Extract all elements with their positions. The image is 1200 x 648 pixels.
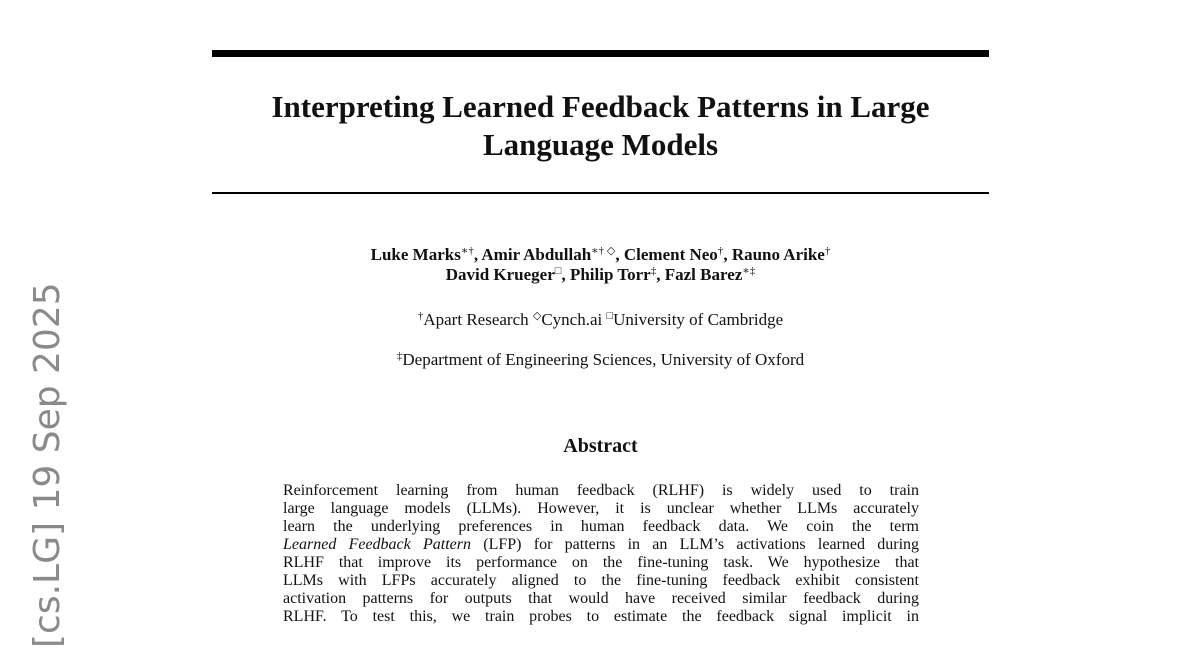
author-marks: ∗† ◇	[591, 245, 616, 257]
author-name: Philip Torr	[569, 265, 651, 284]
author-name: Luke Marks	[370, 245, 461, 264]
title-top-rule	[212, 50, 989, 57]
author-list	[212, 245, 989, 285]
abstract-line: Reinforcement learning from human feedback (RLHF) is widely used to train	[283, 482, 919, 499]
affiliation-mark: □	[606, 310, 614, 322]
abstract-line-with-term	[283, 536, 919, 554]
affiliation-name: University of Cambridge	[613, 310, 784, 329]
abstract-line: large language models (LLMs). However, it is unclear whether LLMs accurately	[283, 500, 919, 517]
author-line-2: David Krueger□, Philip Torr‡, Fazl Barez∗‡	[445, 265, 756, 284]
abstract-line: RLHF. To test this, we train probes to estimate the feedback signal implicit in	[283, 608, 919, 625]
affiliation-mark: †	[417, 310, 424, 322]
author-name: Rauno Arike	[731, 245, 825, 264]
author-name: Fazl Barez	[664, 265, 743, 284]
abstract-body	[283, 482, 919, 626]
author-line-1: Luke Marks∗†, Amir Abdullah∗† ◇, Clement Neo†, Rauno Arike†	[370, 245, 831, 264]
abstract-line: activation patterns for outputs that would have received similar feedback during	[283, 590, 919, 607]
author-marks: ‡	[650, 265, 657, 277]
abstract-line: learn the underlying preferences in human feedback data. We coin the term	[283, 518, 919, 535]
abstract-line: LLMs with LFPs accurately aligned to the fine-tuning feedback exhibit consistent	[283, 572, 919, 589]
author-marks: †	[717, 245, 724, 257]
author-name: Clement Neo	[623, 245, 718, 264]
affiliation-line-2	[212, 350, 989, 370]
affiliation-mark: ◇	[532, 310, 542, 322]
affiliation-name: Department of Engineering Sciences, University of Oxford	[402, 350, 805, 369]
abstract-heading: Abstract	[563, 435, 638, 457]
author-marks: □	[554, 265, 562, 277]
lfp-term: Learned Feedback Pattern	[283, 536, 472, 553]
author-name: David Krueger	[445, 265, 555, 284]
author-marks: †	[824, 245, 831, 257]
author-name: Amir Abdullah	[481, 245, 592, 264]
title-bottom-rule	[212, 192, 989, 194]
abstract-line: RLHF that improve its performance on the fine-tuning task. We hypothesize that	[283, 554, 919, 571]
arxiv-sidebar-identifier: [cs.LG] 19 Sep 2025	[27, 282, 68, 648]
author-marks: ∗†	[460, 245, 474, 257]
affiliation-name: Apart Research	[423, 310, 529, 329]
title-line-1: Interpreting Learned Feedback Patterns in Large	[271, 89, 930, 124]
title-line-2: Language Models	[482, 127, 719, 162]
affiliation-mark: ‡	[396, 350, 403, 362]
affiliation-line-1	[212, 310, 989, 330]
affiliation-name: Cynch.ai	[541, 310, 603, 329]
paper-title	[212, 88, 989, 164]
author-marks: ∗‡	[742, 265, 756, 277]
abstract-line-rest: (LFP) for patterns in an LLM’s activations learned during	[483, 536, 920, 553]
